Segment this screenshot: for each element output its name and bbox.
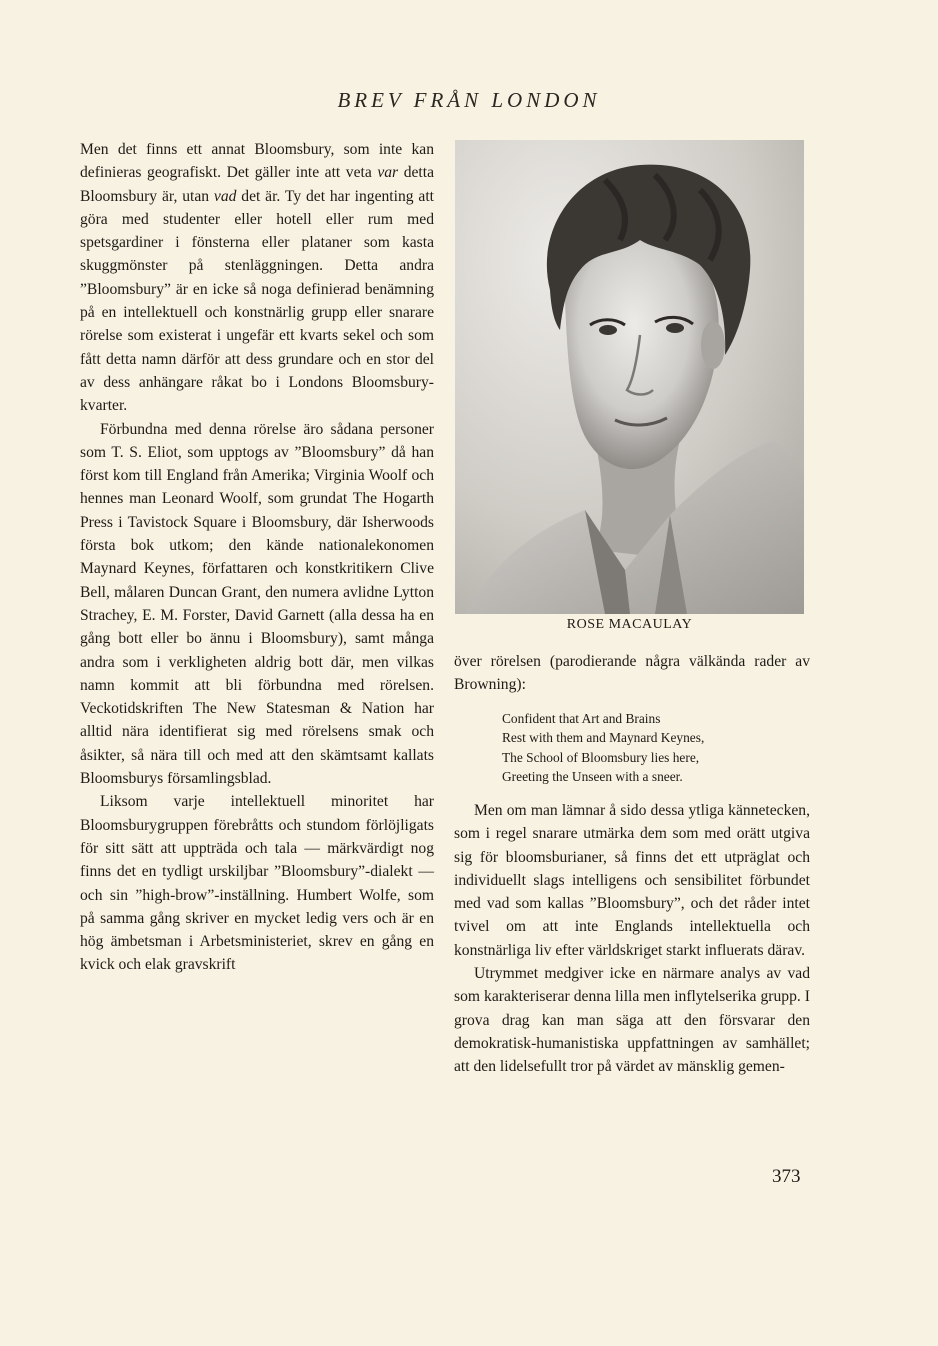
quoted-verse [502, 709, 810, 787]
running-head: BREV FRÅN LONDON [337, 88, 601, 112]
paragraph-2: Förbundna med denna rörelse äro sådana personer som T. S. Eliot, som upptogs av ”Bloomsbury” då han först kom till England från Amerika; Virginia Woolf och hennes man Leonard Woolf, som grundat The Hogarth Press i Tavistock Square i Bloomsbury, där Isherwoods första bok utkom; den kände nationalekonomen Maynard Keynes, författaren och konstkritikern Clive Bell, målaren Duncan Grant, den numera avlidne Lytton Strachey, E. M. Forster, David Garnett (alla dessa ha en gång bott eller bo ännu i Bloomsbury), samt många andra som i verkligheten aldrig bott där, men vilkas namn kommit att bli förbundna med rörelsen. Veckotidskriften The New Statesman & Nation har alltid nära identifierat sig med rörelsens smak och åsikter, så nära till och med att den skämtsamt kallats Bloomsburys församlingsblad. [80, 420, 434, 788]
paragraph-4: över rörelsen (parodierande några välkända rader av Browning): [454, 653, 810, 694]
page-number: 373 [772, 1166, 801, 1187]
verse-line: Greeting the Unseen with a sneer. [502, 769, 683, 785]
paragraph-1-part-a: Men det finns ett annat Bloomsbury, som inte kan definieras geografiskt. Det gäller inte att veta [80, 141, 434, 182]
paragraph-5: Men om man lämnar å sido dessa ytliga kännetecken, som i regel snarare utmärka dem som med orätt utgiva sig för bloomsburianer, så finns det ett utpräglat och individuellt slags intelligens och sensibilitet förbundet med vad som kallas ”Bloomsbury”, och det råder intet tvivel om att inte Englands intellektuella och konstnärliga liv efter världskriget starkt influerats därav. [454, 801, 810, 959]
paragraph-3: Liksom varje intellektuell minoritet har Bloomsburygruppen förebråtts och stundom förlöjligats för sitt sätt att uppträda och tala — märkvärdigt nog finns det en tydligt urskiljbar ”Bloomsbury”-dialekt — och sin ”high-brow”-inställning. Humbert Wolfe, som på samma gång skriver en mycket ledig vers och är en hög ämbetsman i Arbetsministeriet, skrev en gång en kvick och elak gravskrift [80, 793, 434, 974]
emphasis-vad: vad [213, 187, 237, 205]
photo-caption: ROSE MACAULAY [566, 617, 693, 632]
right-column [454, 650, 810, 1079]
verse-line: Rest with them and Maynard Keynes, [502, 730, 705, 746]
verse-line: The School of Bloomsbury lies here, [502, 749, 700, 765]
paragraph-1-part-c: det är. Ty det har ingenting att göra med studenter eller hotell eller rum med spetsgardiner i fönsterna eller plataner som kasta skuggmönster på stenläggningen. Detta andra ”Bloomsbury” är en icke så noga definierad benämning på en intellektuell och konstnärlig grupp eller snarare rörelse som existerat i ungefär ett kvarts sekel och som fått detta namn därför att dess grundare och en stor del av dess anhängare råkat bo i Londons Bloomsbury-kvarter. [80, 187, 434, 415]
left-column [80, 138, 434, 977]
portrait-illustration [455, 140, 804, 614]
paragraph-1 [80, 138, 434, 418]
portrait-photo [455, 140, 804, 614]
emphasis-var: var [377, 164, 399, 182]
verse-line: Confident that Art and Brains [502, 710, 661, 726]
paragraph-1-part-b: detta Bloomsbury är, utan [80, 164, 434, 205]
paragraph-6: Utrymmet medgiver icke en närmare analys av vad som karakteriserar denna lilla men inflytelserika grupp. I grova drag kan man säga att den försvarar den demokratisk-humanistiska uppfattningen av samhället; att den lidelsefullt tror på värdet av mänsklig gemen- [454, 965, 810, 1076]
